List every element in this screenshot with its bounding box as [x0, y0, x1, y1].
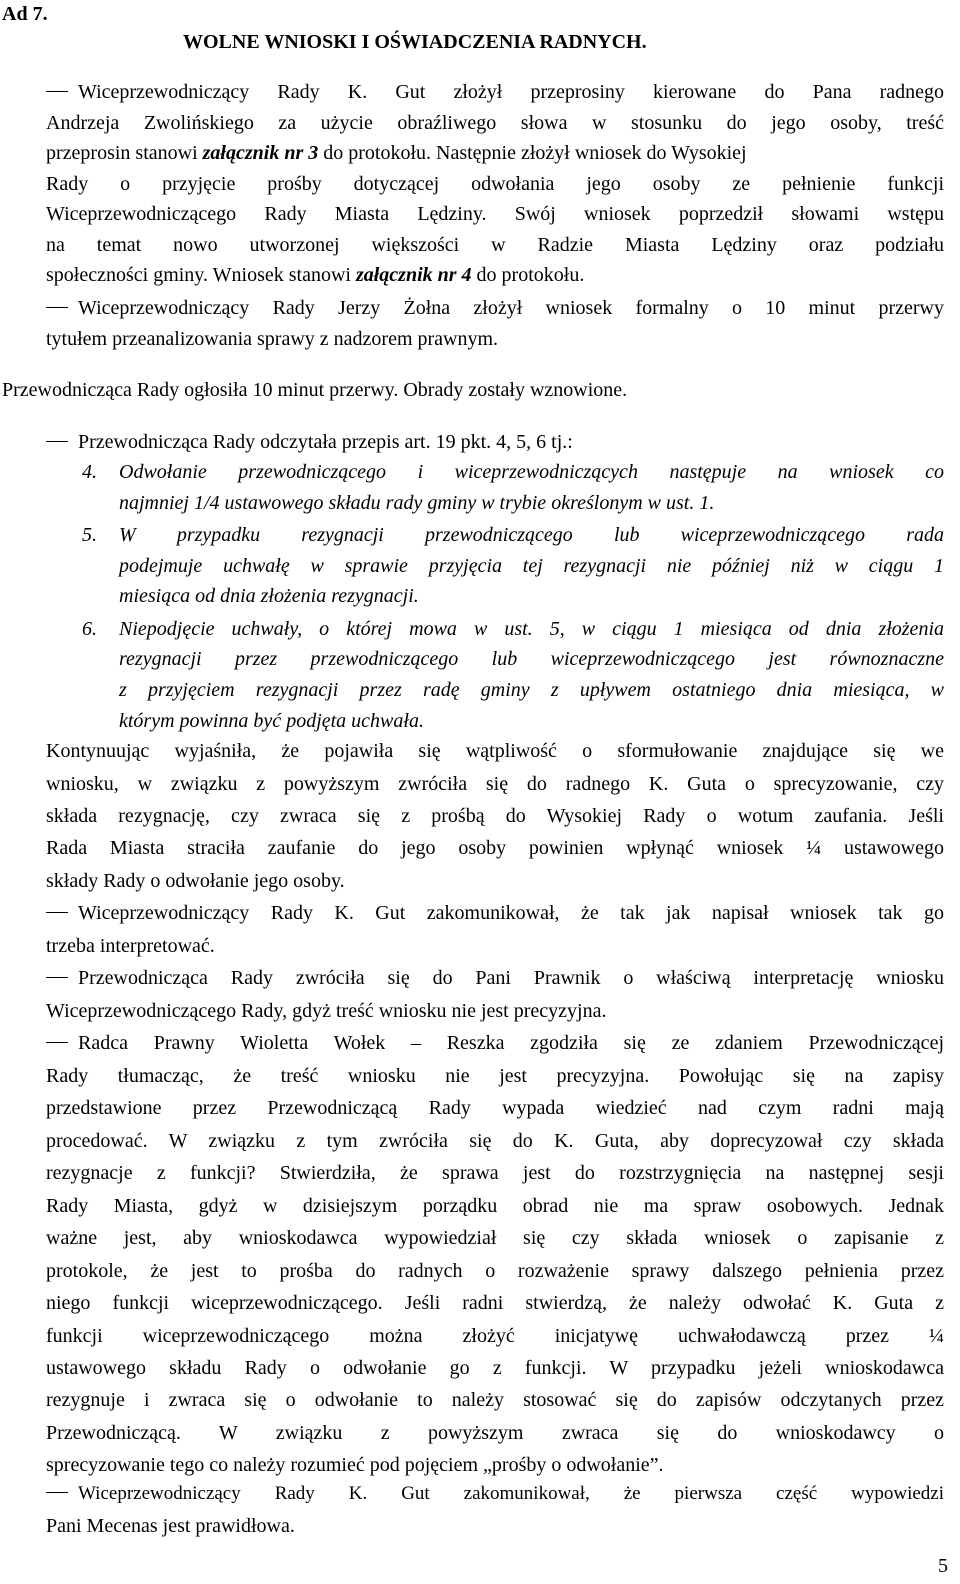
- paragraph-line: Wiceprzewodniczący Rady K. Gut złożył przeprosiny kierowane do Pana radnego: [46, 82, 944, 104]
- quote-line: rezygnacji przez przewodniczącego lub wiceprzewodniczącego jest równoznaczne: [119, 648, 944, 670]
- paragraph-line: Wiceprzewodniczącego Rady, gdyż treść wniosku nie jest precyzyjna.: [46, 1000, 607, 1022]
- paragraph-line: Wiceprzewodniczącego Rady Miasta Lędziny. Swój wniosek poprzedził słowami wstępu: [46, 203, 944, 225]
- quote-line: miesiąca od dnia złożenia rezygnacji.: [119, 585, 419, 607]
- dash-bullet: [46, 307, 68, 308]
- paragraph-line: ustawowego składu Rady o odwołanie go z funkcji. W przypadku jeżeli wnioskodawca: [46, 1357, 944, 1379]
- paragraph-line: Kontynuując wyjaśniła, że pojawiła się wątpliwość o sformułowanie znajdujące się we: [46, 740, 944, 762]
- paragraph-line: rezygnacje z funkcji? Stwierdziła, że sprawa jest do rozstrzygnięcia na następnej sesji: [46, 1162, 944, 1184]
- quote-line: Niepodjęcie uchwały, o której mowa w ust. 5, w ciągu 1 miesiąca od dnia złożenia: [119, 618, 944, 640]
- paragraph-line: Wiceprzewodniczący Rady K. Gut zakomunikował, że tak jak napisał wniosek tak go: [46, 903, 944, 925]
- quote-line: Odwołanie przewodniczącego i wiceprzewodniczących następuje na wniosek co: [119, 461, 944, 483]
- quote-line: najmniej 1/4 ustawowego składu rady gminy w trybie określonym w ust. 1.: [119, 492, 715, 514]
- paragraph-line: niego funkcji wiceprzewodniczącego. Jeśli radni stwierdzą, że należy odwołać K. Guta z: [46, 1292, 944, 1314]
- dash-bullet: [46, 977, 68, 978]
- paragraph-line: Rady tłumacząc, że treść wniosku nie jest precyzyjna. Powołując się na zapisy: [46, 1065, 944, 1087]
- paragraph-line: na temat nowo utworzonej większości w Radzie Miasta Lędziny oraz podziału: [46, 234, 944, 256]
- paragraph-line: Przewodnicząca Rady zwróciła się do Pani Prawnik o właściwą interpretację wniosku: [46, 968, 944, 990]
- paragraph-line: Wiceprzewodniczący Rady K. Gut zakomunikował, że pierwsza część wypowiedzi: [46, 1484, 944, 1505]
- section-label: Ad 7.: [2, 3, 48, 25]
- quote-number: 6.: [82, 618, 97, 640]
- page-number: 5: [938, 1555, 948, 1577]
- dash-bullet: [46, 1042, 68, 1043]
- dash-bullet: [46, 912, 68, 913]
- paragraph-line: Wiceprzewodniczący Rady Jerzy Żołna złożył wniosek formalny o 10 minut przerwy: [46, 298, 944, 320]
- paragraph-line: protokole, że jest to prośba do radnych o rozważenie sprawy dalszego pełnienia przez: [46, 1260, 944, 1282]
- paragraph-line: tytułem przeanalizowania sprawy z nadzorem prawnym.: [46, 328, 499, 350]
- quote-number: 5.: [82, 524, 97, 546]
- paragraph-line: Radca Prawny Wioletta Wołek – Reszka zgodziła się ze zdaniem Przewodniczącej: [46, 1033, 944, 1055]
- attachment-ref: załącznik nr 4: [355, 264, 472, 286]
- paragraph-line: Rady Miasta, gdyż w dzisiejszym porządku obrad nie ma spraw osobowych. Jednak: [46, 1195, 944, 1217]
- paragraph-line: przeprosin stanowi załącznik nr 3 do protokołu. Następnie złożył wniosek do Wysokiej: [46, 142, 747, 164]
- quote-number: 4.: [82, 461, 97, 483]
- paragraph-line: składa rezygnację, czy zwraca się z prośbą do Wysokiej Rady o wotum zaufania. Jeśli: [46, 805, 944, 827]
- paragraph-line: społeczności gminy. Wniosek stanowi załącznik nr 4 do protokołu.: [46, 264, 585, 286]
- paragraph-line: Andrzeja Zwolińskiego za użycie obraźliwego słowa w stosunku do jego osoby, treść: [46, 112, 944, 134]
- dash-bullet: [46, 91, 68, 92]
- paragraph-line: przedstawione przez Przewodniczącą Rady wypada wiedzieć nad czym radni mają: [46, 1097, 944, 1119]
- paragraph-line: sprecyzowanie tego co należy rozumieć pod pojęciem „prośby o odwołanie”.: [46, 1454, 664, 1476]
- quote-line: podejmuje uchwałę w sprawie przyjęcia tej rezygnacji nie później niż w ciągu 1: [119, 555, 944, 577]
- dash-bullet: [46, 441, 68, 442]
- quote-line: W przypadku rezygnacji przewodniczącego lub wiceprzewodniczącego rada: [119, 524, 944, 546]
- quote-line: którym powinna być podjęta uchwała.: [119, 710, 424, 732]
- paragraph-line: składy Rady o odwołanie jego osoby.: [46, 870, 345, 892]
- attachment-ref: załącznik nr 3: [202, 142, 319, 164]
- paragraph-line: funkcji wiceprzewodniczącego można złożyć inicjatywę uchwałodawczą przez ¼: [46, 1325, 944, 1347]
- quote-line: z przyjęciem rezygnacji przez radę gminy z upływem ostatniego dnia miesiąca, w: [119, 679, 944, 701]
- paragraph-line: ważne jest, aby wnioskodawca wypowiedział się czy składa wniosek o zapisanie z: [46, 1227, 944, 1249]
- section-heading: WOLNE WNIOSKI I OŚWIADCZENIA RADNYCH.: [183, 31, 647, 53]
- paragraph-line: Rada Miasta straciła zaufanie do jego osoby powinien wpłynąć wniosek ¼ ustawowego: [46, 837, 944, 859]
- paragraph-line: procedować. W związku z tym zwróciła się do K. Guta, aby doprecyzował czy składa: [46, 1130, 944, 1152]
- paragraph-line: Przewodnicząca Rady odczytała przepis art. 19 pkt. 4, 5, 6 tj.:: [46, 432, 573, 454]
- paragraph-line: wniosku, w związku z powyższym zwróciła się do radnego K. Guta o sprecyzowanie, czy: [46, 773, 944, 795]
- paragraph-line: Przewodniczącą. W związku z powyższym zwraca się do wnioskodawcy o: [46, 1422, 944, 1444]
- paragraph-line: Rady o przyjęcie prośby dotyczącej odwołania jego osoby ze pełnienie funkcji: [46, 173, 944, 195]
- paragraph-line: trzeba interpretować.: [46, 935, 215, 957]
- dash-bullet: [46, 1492, 68, 1493]
- paragraph-line: rezygnuje i zwraca się o odwołanie to należy stosować się do zapisów odczytanych przez: [46, 1389, 944, 1411]
- paragraph-line: Pani Mecenas jest prawidłowa.: [46, 1515, 295, 1537]
- paragraph-line: Przewodnicząca Rady ogłosiła 10 minut przerwy. Obrady zostały wznowione.: [2, 379, 628, 401]
